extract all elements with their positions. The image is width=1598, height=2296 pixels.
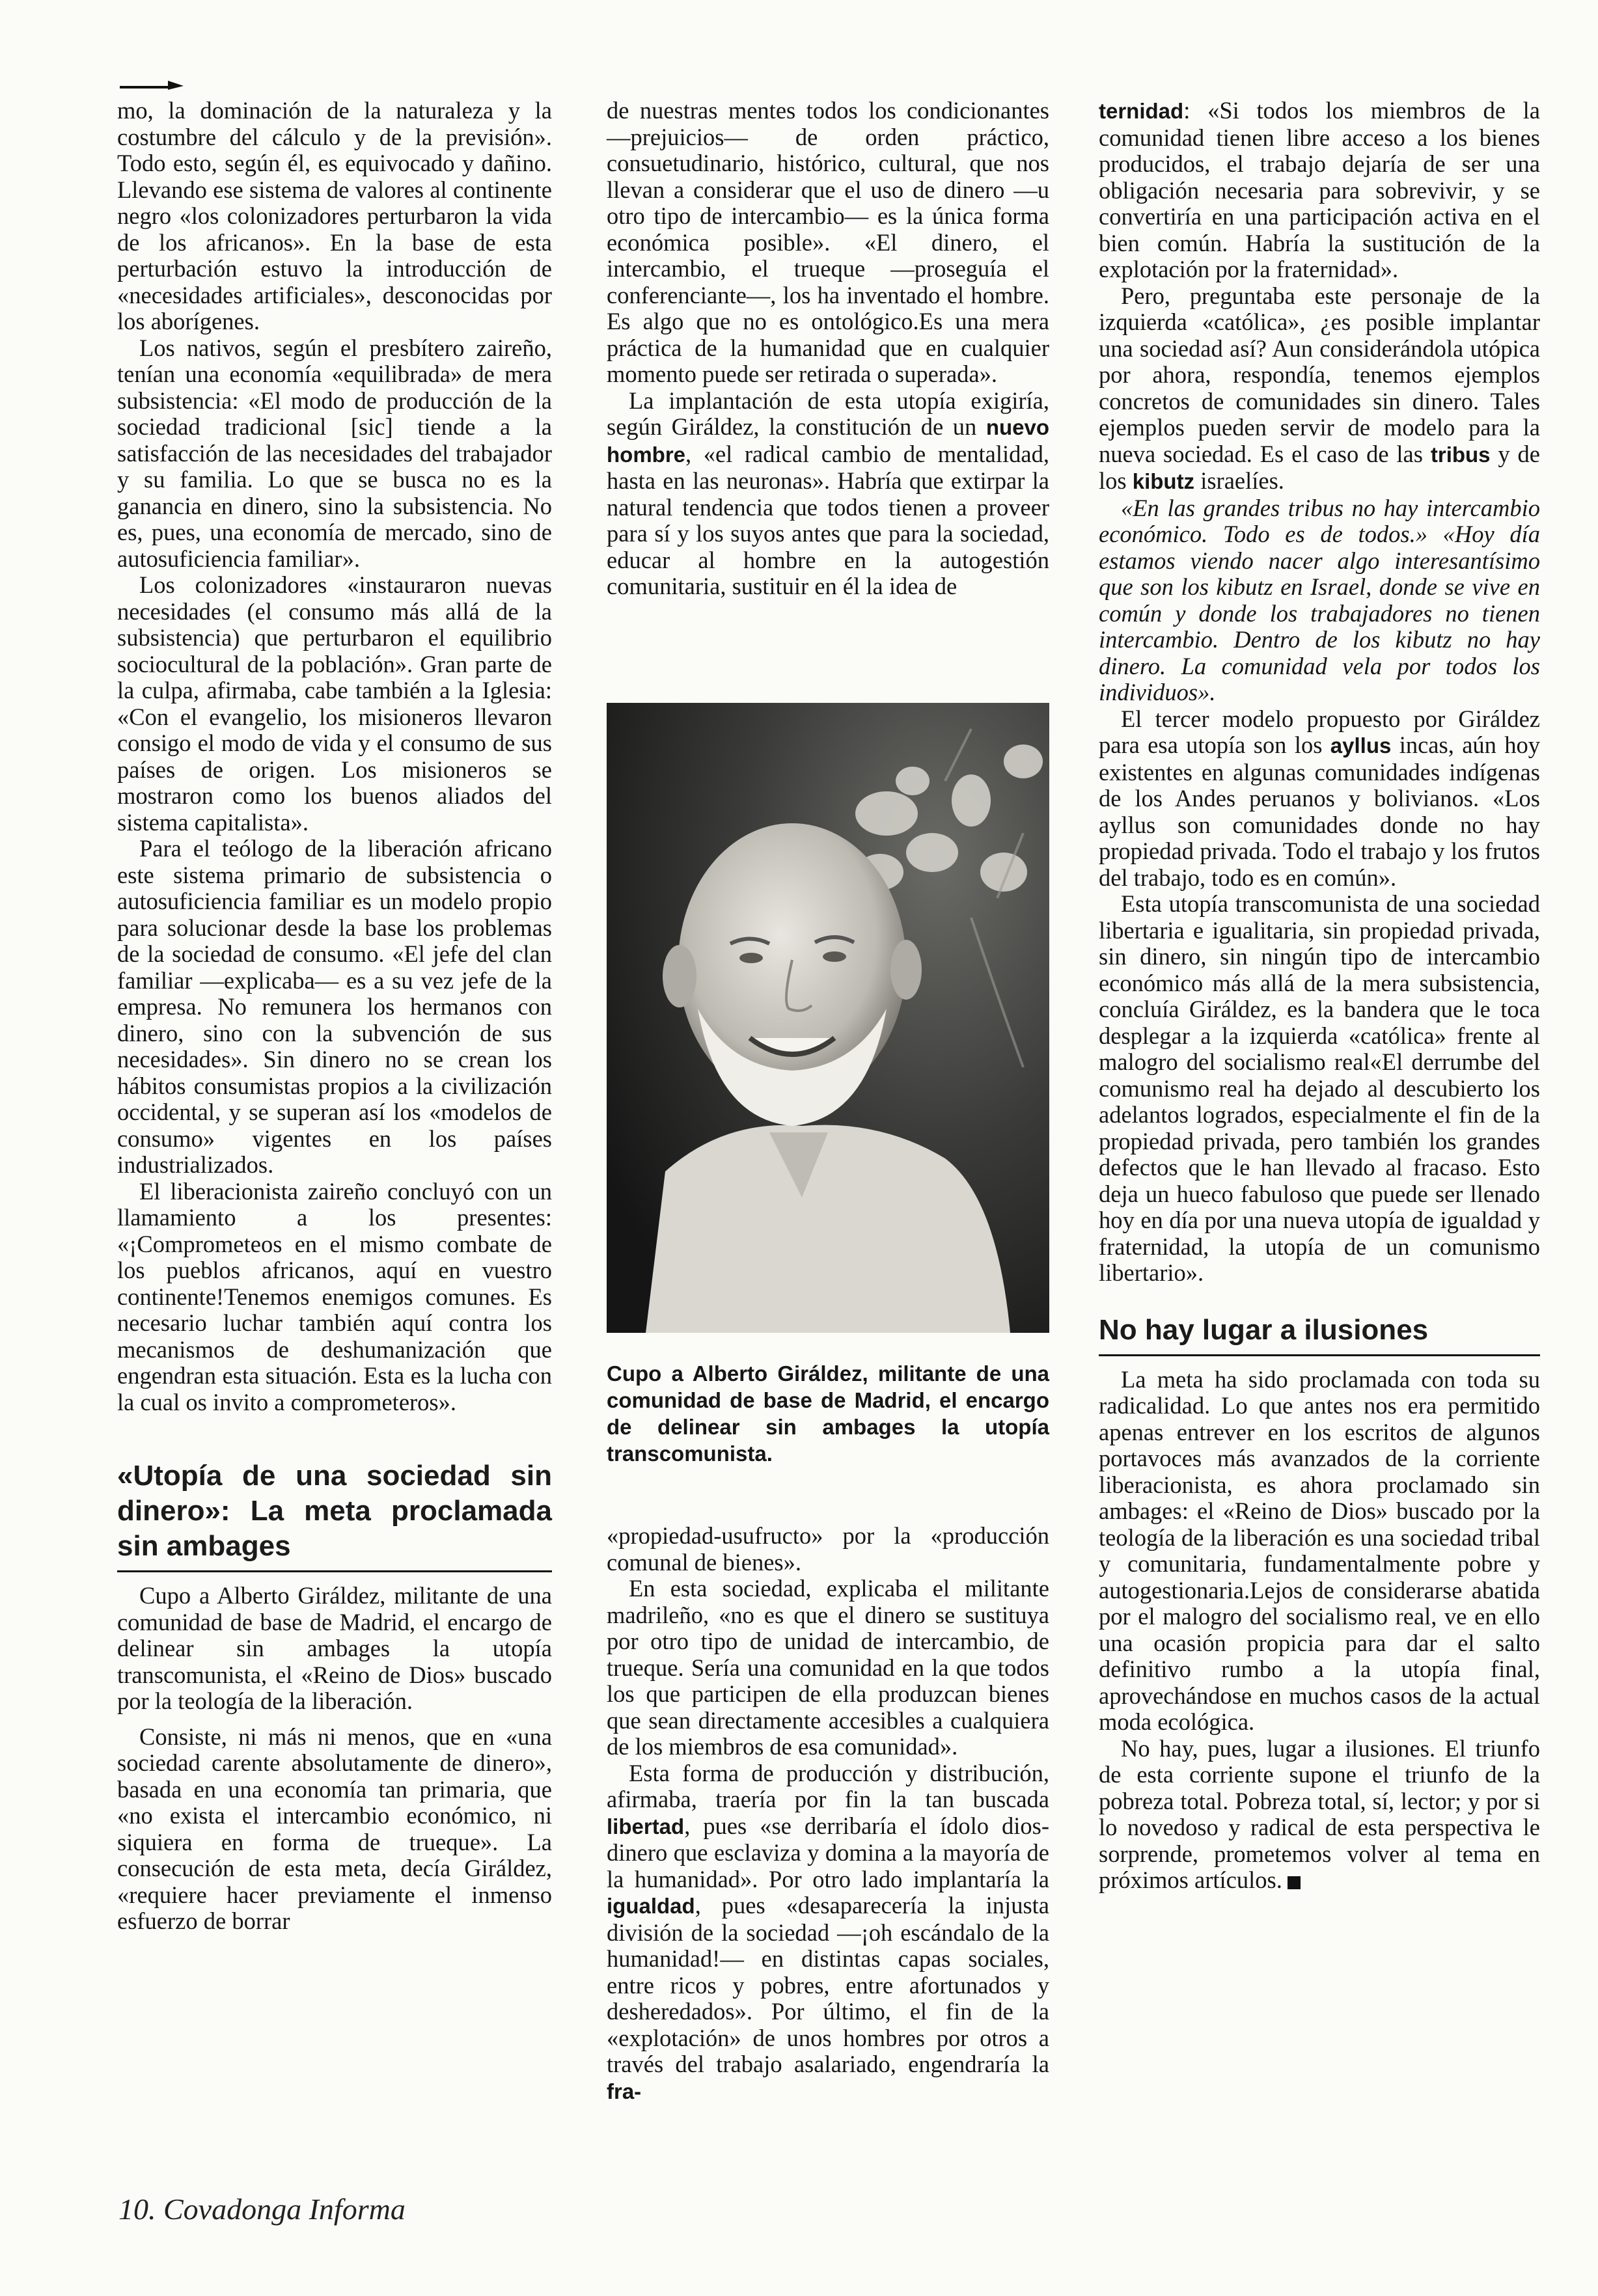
paragraph: [607, 1760, 1049, 2105]
bold-term: nuevo hombre: [607, 415, 1049, 467]
article-column-3: [1099, 98, 1540, 1894]
portrait-photo: [607, 703, 1049, 1333]
text-span: , pues «desaparecería la injusta división de la sociedad —¡oh escándalo de la humanidad!— en distintas capas sociales, entre ricos y pobres, entre afortunados y desheredados». Por último, el fin de la «explotación» de unos hombres por otros a través del trabajo asalariado, engendraría la: [607, 1892, 1049, 2077]
paragraph: [1099, 283, 1540, 495]
text-span: , pues «se derribaría el ídolo dios-dinero que esclaviza y domina a la mayoría de la humanidad». Por otro lado implantaría la: [607, 1812, 1049, 1893]
text-span: No hay, pues, lugar a ilusiones. El triunfo de esta corriente supone el triunfo de la pobreza total. Pobreza total, sí, lector; y por si lo novedoso y radical de esta perspectiva le sorprende, prometemos volver al tema en próximos artículos.: [1099, 1734, 1540, 1893]
article-column-1: [117, 98, 552, 1935]
text-span: , «el radical cambio de mentalidad, hasta en las neuronas». Habría que extirpar la natural tendencia que todos tienen a proveer para sí y los suyos antes que para la sociedad, educar al hombre en la autogestión comunitaria, sustituir en él la idea de: [607, 440, 1049, 599]
heading-rule: [117, 1570, 552, 1572]
article-column-2-lower: [607, 1523, 1049, 2105]
photo-caption: Cupo a Alberto Giráldez, militante de una comunidad de base de Madrid, el encargo de delinear sin ambages la utopía transcomunista.: [607, 1361, 1049, 1466]
section-heading: No hay lugar a ilusiones: [1099, 1313, 1429, 1346]
text-span: incas, aún hoy existentes en algunas comunidades indígenas de los Andes peruanos y bolivianos. «Los ayllus son comunidades donde no hay propiedad privada. Todo el trabajo y los frutos del trabajo, todo es en común».: [1099, 731, 1541, 891]
paragraph: Los nativos, según el presbítero zaireño, tenían una economía «equilibrada» de mera subsistencia: «El modo de producción de la sociedad tradicional [sic] tiende a la satisfacción de las necesidades del trabajador y su familia. Lo que se busca no es la ganancia en dinero, sino la subsistencia. No es, pues, una economía de mercado, sino de autosuficiencia familiar».: [117, 334, 552, 572]
bold-term: ternidad: [1099, 99, 1184, 123]
continuation-arrow-icon: [118, 78, 184, 94]
bold-term: ayllus: [1330, 733, 1392, 758]
section-heading: «Utopía de una sociedad sin dinero»: La meta proclamada sin ambages: [117, 1460, 552, 1562]
page-footer: 10. Covadonga Informa: [118, 2193, 406, 2226]
text-span: israelíes.: [1200, 467, 1284, 494]
paragraph: [607, 388, 1049, 600]
bold-term: kibutz: [1132, 469, 1195, 493]
bold-term: libertad: [607, 1814, 685, 1838]
paragraph: Los colonizadores «instauraron nuevas necesidades (el consumo más allá de la subsistencia) que perturbaron el equilibrio sociocultural de la población». Gran parte de la culpa, afirmaba, cabe también a la Iglesia: «Con el evangelio, los misioneros llevaron consigo el modo de vida y el consumo de sus países de origen. Los misioneros se mostraron como los buenos aliados del sistema capitalista».: [117, 571, 552, 836]
paragraph: La meta ha sido proclamada con toda su radicalidad. Lo que antes nos era permitido apenas entrever en los escritos de algunos portavoces más avanzados de la corriente liberacionista, es ahora proclamado sin ambages: el «Reino de Dios» buscado por la teología de la liberación es una sociedad tribal y comunitaria, fundamentalmente pobre y autogestionaria.Lejos de considerarse abatida por el malogro del socialismo real, ve en ello una ocasión propicia para dar el salto definitivo rumbo a la utopía final, aprovechándose en muchos casos de la actual moda ecológica.: [1099, 1365, 1540, 1735]
bold-term: igualdad: [607, 1894, 695, 1918]
paragraph: Cupo a Alberto Giráldez, militante de una comunidad de base de Madrid, el encargo de delinear sin ambages la utopía transcomunista, el «Reino de Dios» buscado por la teología de la liberación.: [117, 1582, 552, 1714]
paragraph: El liberacionista zaireño concluyó con un llamamiento a los presentes: «¡Comprometeos en el mismo combate de los pueblos africanos, aquí en vuestro continente!Tenemos enemigos comunes. Es necesario luchar también aquí contra los mecanismos de deshumanización que engendran esta situación. Esta es la lucha con la cual os invito a comprometeros».: [117, 1177, 552, 1415]
photo-caption-block: [607, 1360, 1049, 1467]
paragraph: Consiste, ni más ni menos, que en «una sociedad carente absolutamente de dinero», basada en una economía tan primaria, que «no exista el intercambio económico, ni siquiera en forma de trueque». La consecución de esta meta, decía Giráldez, «requiere hacer previamente el inmenso esfuerzo de borrar: [117, 1723, 552, 1934]
paragraph: Esta utopía transcomunista de una sociedad libertaria e igualitaria, sin propiedad privada, sin dinero, sin ningún tipo de intercambio económico más allá de la mera subsistencia, concluía Giráldez, es la bandera que le toca desplegar a la izquierda «católica» frente al malogro del socialismo real«El derrumbe del comunismo real ha dejado al descubierto los adelantos logrados, especialmente el fin de la propiedad privada, pero también los grandes defectos que le han llevado al fracaso. Esto deja un hueco fabuloso que puede ser llenado hoy en día por una nueva utopía de igualdad y fraternidad, la utopía de un comunismo libertario».: [1099, 890, 1540, 1286]
paragraph: de nuestras mentes todos los condicionantes —prejuicios— de orden práctico, consuetudinario, histórico, cultural, que nos llevan a considerar que el uso de dinero —u otro tipo de intercambio— es la única forma económica posible». «El dinero, el intercambio, el trueque —proseguía el conferenciante—, los ha inventado el hombre. Es algo que no es ontológico.Es una mera práctica de la humanidad que en cualquier momento puede ser retirada o superada».: [607, 97, 1049, 387]
heading-rule: [1099, 1354, 1540, 1356]
text-span: : «Si todos los miembros de la comunidad tienen libre acceso a los bienes producidos, el trabajo dejaría de ser una obligación necesaria para sobrevivir, y se convertiría en una participación activa en el bien común. Habría la sustitución de la explotación por la fraternidad».: [1099, 97, 1540, 282]
text-span: Esta forma de producción y distribución, afirmaba, traería por fin la tan buscada: [607, 1759, 1049, 1812]
text-span: La implantación de esta utopía exigiría, según Giráldez, la constitución de un: [607, 387, 1049, 440]
bold-term: tribus: [1430, 442, 1491, 467]
text-span: Pero, preguntaba este personaje de la izquierda «católica», ¿es posible implantar una sociedad así? Aun considerándola utópica por ahora, respondía, tenemos ejemplos concretos de comunidades sin dinero. Tales ejemplos pueden servir de modelo para la nueva sociedad. Es el caso de las: [1099, 282, 1540, 467]
paragraph: [1099, 98, 1540, 283]
paragraph: [1099, 706, 1540, 892]
paragraph: Para el teólogo de la liberación africano este sistema primario de subsistencia o autosuficiencia familiar es un modelo propio para solucionar desde la base los problemas de la sociedad de consumo. «El jefe del clan familiar —explicaba— es a su vez jefe de la empresa. No remunera los hermanos con dinero, sino con la subvención de sus necesidades». Sin dinero no se crean los hábitos consumistas propios a la civilización occidental, y se superan así los «modelos de consumo» vigentes en los países industrializados.: [117, 835, 552, 1178]
paragraph: [1099, 1736, 1540, 1894]
article-column-2: [607, 98, 1049, 600]
paragraph: En esta sociedad, explicaba el militante madrileño, «no es que el dinero se sustituya por otro tipo de unidad de intercambio, de trueque. Sería una comunidad en la que todos los que participen de ella produzcan bienes que sean directamente accesibles a cualquiera de los miembros de esa comunidad».: [607, 1575, 1049, 1760]
text-span: El tercer modelo propuesto por Giráldez para esa utopía son los: [1099, 705, 1540, 758]
paragraph: mo, la dominación de la naturaleza y la costumbre del cálculo y de la previsión». Todo esto, según él, es equivocado y dañino. Llevando ese sistema de valores al continente negro «los colonizadores perturbaron la vida de los africanos». En la base de esta perturbación estuvo la introducción de «necesidades artificiales», desconocidas por los aborígenes.: [117, 97, 552, 335]
end-mark-icon: [1288, 1876, 1301, 1889]
paragraph: «propiedad-usufructo» por la «producción comunal de bienes».: [607, 1522, 1049, 1576]
bold-term: fra-: [607, 2079, 642, 2103]
text-span: y de los: [1099, 440, 1541, 494]
portrait-image: [607, 703, 1049, 1333]
paragraph: «En las grandes tribus no hay intercambio económico. Todo es de todos.» «Hoy día estamos viendo nacer algo interesantísimo que son los kibutz en Israel, donde se vive en común y donde los trabajadores no tienen intercambio. Dentro de los kibutz no hay dinero. La comunidad vela por todos los individuos».: [1099, 494, 1540, 705]
